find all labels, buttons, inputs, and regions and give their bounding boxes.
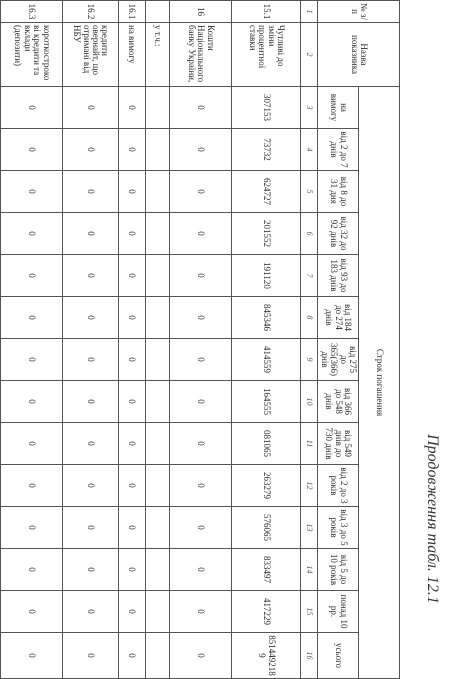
header-period: від 3 до 5 років bbox=[318, 507, 359, 549]
header-period: від 5 до 10 років bbox=[318, 549, 359, 591]
row-name: короткострокові кредити та вклади (депозити) bbox=[1, 23, 63, 87]
row-name: Кошти Національного банку України, bbox=[170, 23, 232, 87]
table-cell: 0 bbox=[170, 255, 232, 297]
column-number: 11 bbox=[301, 423, 318, 465]
table-cell: 0 bbox=[170, 297, 232, 339]
row-name: Чутливі до зміни процентної ставки bbox=[232, 23, 301, 87]
column-number: 9 bbox=[301, 339, 318, 381]
header-no: № з/п bbox=[318, 1, 400, 23]
table-cell: 0 bbox=[1, 381, 63, 423]
table-cell: 0 bbox=[63, 129, 119, 171]
table-cell bbox=[145, 171, 169, 213]
table-cell: 0 bbox=[63, 549, 119, 591]
header-period: від 275 до 365(366) днів bbox=[318, 339, 359, 381]
row-name: у т.ч.: bbox=[145, 23, 169, 87]
table-cell: 0 bbox=[170, 171, 232, 213]
table-cell: 0 bbox=[1, 297, 63, 339]
table-cell: 0 bbox=[63, 423, 119, 465]
table-cell: 0 bbox=[63, 465, 119, 507]
table-cell: 0 bbox=[63, 87, 119, 129]
table-cell bbox=[145, 549, 169, 591]
table-cell: 0 bbox=[170, 213, 232, 255]
table-cell: 417229 bbox=[232, 591, 301, 633]
table-cell bbox=[145, 87, 169, 129]
table-cell bbox=[145, 129, 169, 171]
header-period: понад 10 рр. bbox=[318, 591, 359, 633]
header-group: Строк погашення bbox=[359, 87, 400, 679]
table-cell: 0 bbox=[1, 465, 63, 507]
table-cell: 0 bbox=[170, 423, 232, 465]
column-number: 2 bbox=[301, 23, 318, 87]
table-cell: 307153 bbox=[232, 87, 301, 129]
table-cell: 0 bbox=[1, 129, 63, 171]
table-cell bbox=[145, 381, 169, 423]
table-body bbox=[1, 1, 301, 679]
table-cell: 576065 bbox=[232, 507, 301, 549]
row-number: 16.3 bbox=[1, 1, 63, 23]
table-cell: 0 bbox=[63, 213, 119, 255]
header-period: від 2 до 3 років bbox=[318, 465, 359, 507]
header-period: усього bbox=[318, 633, 359, 679]
table-cell: 851449218 9 bbox=[232, 633, 301, 679]
table-row bbox=[63, 1, 119, 679]
table-cell: 414559 bbox=[232, 339, 301, 381]
table-cell: 0 bbox=[170, 633, 232, 679]
header-period: від 2 до 7 днів bbox=[318, 129, 359, 171]
column-number: 1 bbox=[301, 1, 318, 23]
table-cell: 73732 bbox=[232, 129, 301, 171]
column-number: 6 bbox=[301, 213, 318, 255]
table-cell: 0 bbox=[118, 507, 145, 549]
header-period: від 32 до 92 днів bbox=[318, 213, 359, 255]
table-cell: 0 bbox=[1, 255, 63, 297]
table-row bbox=[170, 1, 232, 679]
table-cell: 0 bbox=[63, 171, 119, 213]
table-cell bbox=[145, 465, 169, 507]
table-cell: 0 bbox=[1, 339, 63, 381]
row-number bbox=[145, 1, 169, 23]
header-period: від 184 до 274 днів bbox=[318, 297, 359, 339]
row-number: 16 bbox=[170, 1, 232, 23]
table-cell: 0 bbox=[118, 297, 145, 339]
row-number: 16.1 bbox=[118, 1, 145, 23]
row-name: кредити овернайт, що отримані від НБУ bbox=[63, 23, 119, 87]
column-number: 13 bbox=[301, 507, 318, 549]
table-cell bbox=[145, 339, 169, 381]
table-cell: 0 bbox=[118, 87, 145, 129]
table-row bbox=[145, 1, 169, 679]
table-cell bbox=[145, 423, 169, 465]
table-cell bbox=[145, 297, 169, 339]
table-cell: 0 bbox=[170, 129, 232, 171]
table-cell: 0 bbox=[1, 549, 63, 591]
table-cell: 0 bbox=[170, 549, 232, 591]
column-number: 3 bbox=[301, 87, 318, 129]
table-cell: 0 bbox=[1, 591, 63, 633]
column-number: 15 bbox=[301, 591, 318, 633]
table-cell: 164555 bbox=[232, 381, 301, 423]
table-cell: 0 bbox=[118, 591, 145, 633]
column-number: 12 bbox=[301, 465, 318, 507]
header-row-numbering bbox=[301, 1, 318, 679]
table-cell: 0 bbox=[170, 465, 232, 507]
header-period: від 549 днів до 730 днів bbox=[318, 423, 359, 465]
column-number: 4 bbox=[301, 129, 318, 171]
table-cell: 0 bbox=[1, 171, 63, 213]
table-cell: 0 bbox=[170, 507, 232, 549]
table-cell: 0 bbox=[1, 507, 63, 549]
table-cell bbox=[145, 507, 169, 549]
table-cell: 0 bbox=[118, 213, 145, 255]
table-cell: 624727 bbox=[232, 171, 301, 213]
table-cell: 0 bbox=[63, 339, 119, 381]
column-number: 10 bbox=[301, 381, 318, 423]
column-number: 14 bbox=[301, 549, 318, 591]
table-cell: 0 bbox=[118, 633, 145, 679]
table-cell: 0 bbox=[1, 87, 63, 129]
table-cell bbox=[145, 633, 169, 679]
header-period: від 366 до 548 днів bbox=[318, 381, 359, 423]
column-number: 5 bbox=[301, 171, 318, 213]
header-period: від 93 до 183 днів bbox=[318, 255, 359, 297]
table-cell: 0 bbox=[170, 591, 232, 633]
table-cell: 0 bbox=[1, 633, 63, 679]
table-cell: 0 bbox=[118, 171, 145, 213]
table-caption-area bbox=[407, 0, 457, 662]
table-cell: 0 bbox=[63, 297, 119, 339]
table-row bbox=[232, 1, 301, 679]
table-cell: 191120 bbox=[232, 255, 301, 297]
table-cell: 0 bbox=[63, 381, 119, 423]
column-number: 8 bbox=[301, 297, 318, 339]
table-cell: 0 bbox=[1, 423, 63, 465]
table-cell: 0 bbox=[118, 549, 145, 591]
table-cell: 0 bbox=[118, 339, 145, 381]
table-cell: 0 bbox=[63, 591, 119, 633]
table-caption: Продовження табл. 12.1 bbox=[424, 434, 441, 604]
table-cell: 0 bbox=[63, 633, 119, 679]
row-number: 16.2 bbox=[63, 1, 119, 23]
table-cell bbox=[145, 591, 169, 633]
table-cell: 0 bbox=[63, 507, 119, 549]
table-row bbox=[1, 1, 63, 679]
table-cell: 833497 bbox=[232, 549, 301, 591]
table-cell: 0 bbox=[118, 129, 145, 171]
header-row-group bbox=[359, 1, 400, 679]
table-cell: 0 bbox=[118, 255, 145, 297]
table-cell: 263279 bbox=[232, 465, 301, 507]
table-cell: 201552 bbox=[232, 213, 301, 255]
table-header bbox=[301, 1, 400, 679]
table-cell: 0 bbox=[170, 87, 232, 129]
table-cell: 0 bbox=[1, 213, 63, 255]
table-cell: 0 bbox=[170, 339, 232, 381]
table-cell bbox=[145, 255, 169, 297]
table-cell: 845346 bbox=[232, 297, 301, 339]
row-number: 15.1 bbox=[232, 1, 301, 23]
row-name: на вимогу bbox=[118, 23, 145, 87]
table-cell: 0 bbox=[63, 255, 119, 297]
header-period: від 8 до 31 дня bbox=[318, 171, 359, 213]
header-row-periods bbox=[318, 1, 359, 679]
table-cell: 0 bbox=[118, 381, 145, 423]
table-cell: 081065 bbox=[232, 423, 301, 465]
table-cell: 0 bbox=[118, 465, 145, 507]
column-number: 7 bbox=[301, 255, 318, 297]
table-row bbox=[118, 1, 145, 679]
table-cell: 0 bbox=[170, 381, 232, 423]
table-cell bbox=[145, 213, 169, 255]
column-number: 16 bbox=[301, 633, 318, 679]
header-period: на вимогу bbox=[318, 87, 359, 129]
header-name: Назва показника bbox=[318, 23, 400, 87]
table-cell: 0 bbox=[118, 423, 145, 465]
